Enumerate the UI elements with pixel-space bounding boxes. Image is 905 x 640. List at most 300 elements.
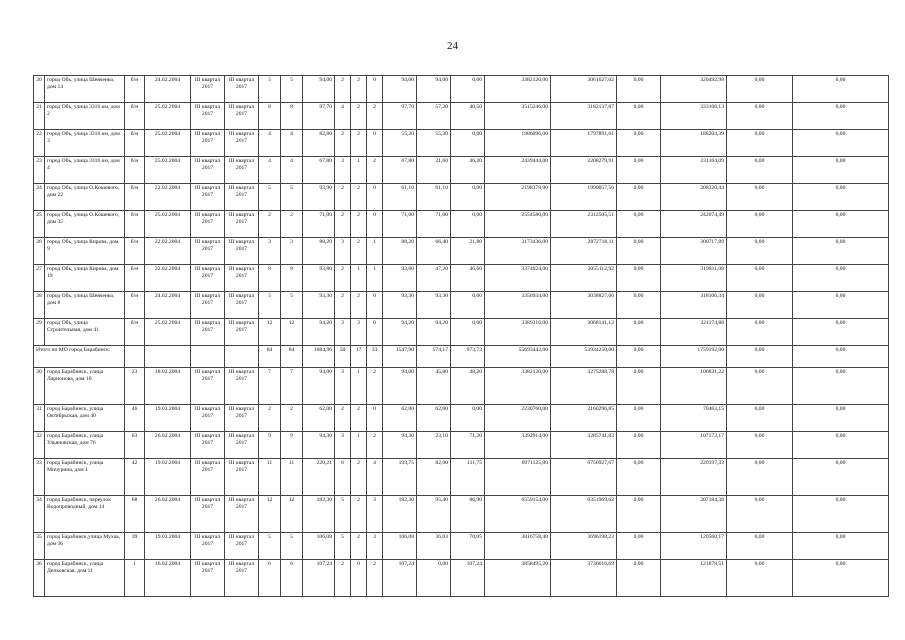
cell-doc: б/н [125,157,145,184]
cell-s6: 0,00 [793,76,889,103]
cell-s5: 0,00 [727,103,793,130]
cell-area: 82,80 [303,130,335,157]
cell-a3: 70,05 [451,533,485,560]
cell-s5: 0,00 [727,459,793,496]
cell-a3: 0,00 [451,76,485,103]
total-area: 1684,96 [303,346,335,368]
table-row [34,496,889,533]
cell-q2: III квартал 2017 [225,319,259,346]
cell-s1: 6971125,00 [485,459,551,496]
cell-area: 88,20 [303,238,335,265]
total-v2: 84 [281,346,303,368]
cell-a2: 36,03 [417,533,451,560]
cell-s5: 0,00 [727,265,793,292]
cell-s2: 3696198,23 [551,533,617,560]
cell-area: 94,00 [303,76,335,103]
cell-s3: 0,00 [617,319,661,346]
cell-a3: 0,00 [451,292,485,319]
cell-q1: III квартал 2017 [191,319,225,346]
cell-p2: 1 [351,265,367,292]
cell-v1: 2 [259,211,281,238]
table-row [34,265,889,292]
cell-s3: 0,00 [617,292,661,319]
cell-v1: 12 [259,496,281,533]
cell-n: 30 [34,368,45,405]
cell-s2: 1990057,56 [551,184,617,211]
total-a3: 973,73 [451,346,485,368]
cell-area: 94,00 [303,368,335,405]
cell-p1: 5 [335,533,351,560]
cell-q1: III квартал 2017 [191,432,225,459]
cell-v1: 9 [259,432,281,459]
cell-q1: III квартал 2017 [191,292,225,319]
cell-s2: 2872718,11 [551,238,617,265]
total-p2: 17 [351,346,367,368]
cell-s5: 0,00 [727,496,793,533]
cell-doc: б/н [125,184,145,211]
cell-s4: 207184,38 [661,496,727,533]
cell-a3: 107,24 [451,560,485,597]
cell-p2: 1 [351,157,367,184]
total-a2: 574,17 [417,346,451,368]
cell-a1: 182,30 [383,496,417,533]
table-row [34,184,889,211]
cell-s4: 220197,33 [661,459,727,496]
cell-doc: 46 [125,405,145,432]
cell-q2: III квартал 2017 [225,459,259,496]
cell-p3: 0 [367,211,383,238]
cell-v1: 5 [259,533,281,560]
cell-p2: 1 [351,368,367,405]
cell-s1: 3374924,00 [485,265,551,292]
cell-date: 24.02.2004 [145,76,191,103]
cell-address: город Обь, улица Кирова, дом 19 [45,265,125,292]
cell-date: 22.02.2004 [145,238,191,265]
cell-s5: 0,00 [727,405,793,432]
cell-s5: 0,00 [727,184,793,211]
cell-q1: III квартал 2017 [191,157,225,184]
cell-address: город Обь, улица Кирова, дом 9 [45,238,125,265]
cell-s4: 320492,98 [661,76,727,103]
cell-a1: 107,24 [383,560,417,597]
cell-area: 182,30 [303,496,335,533]
cell-n: 22 [34,130,45,157]
cell-s2: 3182137,87 [551,103,617,130]
cell-s5: 0,00 [727,76,793,103]
total-p3: 33 [367,346,383,368]
cell-s1: 3515246,00 [485,103,551,130]
cell-address: город Обь, улица О.Кошевого, дом 35 [45,211,125,238]
cell-address: город Обь, улица 3316 км, дом 3 [45,130,125,157]
cell-doc: 23 [125,368,145,405]
cell-n: 33 [34,459,45,496]
cell-s6: 0,00 [793,432,889,459]
cell-s2: 3736616,69 [551,560,617,597]
cell-date: 19.02.2004 [145,459,191,496]
cell-v1: 6 [259,560,281,597]
cell-n: 36 [34,560,45,597]
cell-v2: 4 [281,157,303,184]
cell-q1: III квартал 2017 [191,459,225,496]
total-p1: 50 [335,346,351,368]
cell-q1: III квартал 2017 [191,238,225,265]
cell-s2: 3038827,66 [551,292,617,319]
cell-q1: III квартал 2017 [191,533,225,560]
cell-v2: 12 [281,319,303,346]
total-a1: 1547,90 [383,346,417,368]
cell-v2: 4 [281,130,303,157]
cell-date: 24.02.2004 [145,292,191,319]
cell-address: город Обь, улица О.Кошевого, дом 22 [45,184,125,211]
cell-v1: 4 [259,130,281,157]
cell-p1: 3 [335,238,351,265]
cell-area: 62,00 [303,405,335,432]
cell-s5: 0,00 [727,238,793,265]
cell-s6: 0,00 [793,368,889,405]
cell-n: 25 [34,211,45,238]
cell-s4: 106831,22 [661,368,727,405]
cell-a1: 88,20 [383,238,417,265]
cell-s2: 2208279,91 [551,157,617,184]
cell-s6: 0,00 [793,292,889,319]
cell-a2: 0,00 [417,560,451,597]
cell-v2: 2 [281,405,303,432]
cell-q2: III квартал 2017 [225,496,259,533]
cell-s6: 0,00 [793,496,889,533]
cell-v2: 7 [281,368,303,405]
cell-n: 35 [34,533,45,560]
cell-p2: 3 [351,319,367,346]
cell-date: 25.02.2004 [145,157,191,184]
cell-p1: 3 [335,319,351,346]
cell-doc: б/н [125,211,145,238]
cell-a3: 21,80 [451,238,485,265]
cell-a2: 47,20 [417,265,451,292]
cell-s1: 2198378,00 [485,184,551,211]
cell-p3: 0 [367,184,383,211]
cell-date: 25.02.2004 [145,130,191,157]
cell-n: 21 [34,103,45,130]
cell-s4: 300717,89 [661,238,727,265]
cell-area: 97,70 [303,103,335,130]
table-row [34,103,889,130]
cell-p2: 2 [351,76,367,103]
cell-address: город Барабинск, улица Ульяновская, дом 76 [45,432,125,459]
cell-date: 22.02.2004 [145,184,191,211]
cell-a1: 71,00 [383,211,417,238]
cell-s3: 0,00 [617,211,661,238]
cell-p3: 0 [367,130,383,157]
cell-v1: 11 [259,459,281,496]
cell-q2: III квартал 2017 [225,157,259,184]
cell-s4: 121878,51 [661,560,727,597]
cell-area: 71,00 [303,211,335,238]
cell-n: 31 [34,405,45,432]
cell-doc: 42 [125,459,145,496]
cell-q2: III квартал 2017 [225,184,259,211]
cell-date: 26.02.2004 [145,432,191,459]
cell-a2: 94,20 [417,319,451,346]
cell-a3: 0,00 [451,319,485,346]
cell-v1: 12 [259,319,281,346]
cell-s2: 6351969,62 [551,496,617,533]
cell-q2: III квартал 2017 [225,292,259,319]
cell-v2: 5 [281,533,303,560]
cell-q1: III квартал 2017 [191,211,225,238]
cell-s2: 1797891,61 [551,130,617,157]
cell-s1: 3858495,20 [485,560,551,597]
cell-p2: 2 [351,496,367,533]
cell-s4: 319811,08 [661,265,727,292]
cell-v1: 7 [259,368,281,405]
cell-address: город Барабинск, улица Депковская, дом 11 [45,560,125,597]
cell-a2: 45,80 [417,368,451,405]
cell-area: 106,08 [303,533,335,560]
cell-p1: 2 [335,292,351,319]
cell-s6: 0,00 [793,560,889,597]
cell-s1: 2554580,00 [485,211,551,238]
cell-doc: 63 [125,432,145,459]
cell-p3: 2 [367,560,383,597]
cell-s6: 0,00 [793,157,889,184]
cell-a3: 0,00 [451,211,485,238]
cell-a2: 71,00 [417,211,451,238]
cell-p3: 1 [367,238,383,265]
cell-p2: 1 [351,432,367,459]
cell-s1: 1986096,00 [485,130,551,157]
cell-n: 27 [34,265,45,292]
table-row [34,319,889,346]
table-row [34,238,889,265]
cell-s3: 0,00 [617,459,661,496]
cell-s2: 3275288,78 [551,368,617,405]
cell-p1: 2 [335,211,351,238]
cell-q1: III квартал 2017 [191,560,225,597]
cell-address: город Барабинск, улица Ларионова, дом 10 [45,368,125,405]
cell-a1: 94,00 [383,76,417,103]
cell-v1: 8 [259,265,281,292]
cell-address: город Обь, улица 3316 км, дом 2 [45,103,125,130]
cell-n: 32 [34,432,45,459]
cell-q2: III квартал 2017 [225,211,259,238]
cell-s2: 3068141,12 [551,319,617,346]
cell-doc: б/н [125,76,145,103]
cell-v1: 5 [259,76,281,103]
cell-p2: 0 [351,560,367,597]
total-label: Итого по МО город Барабинск: [34,346,125,368]
cell-p3: 2 [367,368,383,405]
cell-a3: 40,50 [451,103,485,130]
cell-v1: 2 [259,405,281,432]
cell-n: 34 [34,496,45,533]
cell-p3: 2 [367,103,383,130]
cell-q2: III квартал 2017 [225,238,259,265]
cell-s1: 3356934,00 [485,292,551,319]
cell-p2: 2 [351,184,367,211]
cell-q2: III квартал 2017 [225,76,259,103]
cell-address: город Обь, улица 3316 км, дом 4 [45,157,125,184]
cell-date: 25.02.2004 [145,319,191,346]
cell-address: город Обь, улица Строительная, дом 41 [45,319,125,346]
cell-n: 24 [34,184,45,211]
cell-v1: 3 [259,238,281,265]
cell-s6: 0,00 [793,319,889,346]
cell-a2: 93,30 [417,292,451,319]
cell-a2: 57,20 [417,103,451,130]
cell-date: 25.02.2004 [145,211,191,238]
cell-q2: III квартал 2017 [225,130,259,157]
cell-p3: 4 [367,459,383,496]
cell-p3: 3 [367,496,383,533]
cell-address: город Барабинск, улица Мичурина, дом 1 [45,459,125,496]
cell-date: 19.02.2004 [145,405,191,432]
cell-area: 93,80 [303,265,335,292]
cell-n: 23 [34,157,45,184]
cell-s5: 0,00 [727,533,793,560]
cell-s2: 2160296,85 [551,405,617,432]
cell-p1: 4 [335,103,351,130]
cell-s3: 0,00 [617,76,661,103]
cell-a1: 93,30 [383,292,417,319]
cell-n: 20 [34,76,45,103]
cell-v2: 9 [281,432,303,459]
cell-s4: 231164,09 [661,157,727,184]
cell-a1: 94,20 [383,319,417,346]
cell-v2: 2 [281,211,303,238]
cell-p1: 2 [335,560,351,597]
cell-s6: 0,00 [793,265,889,292]
cell-s4: 107172,17 [661,432,727,459]
cell-s4: 70463,15 [661,405,727,432]
cell-s5: 0,00 [727,560,793,597]
cell-a2: 82,00 [417,459,451,496]
cell-s5: 0,00 [727,319,793,346]
cell-a1: 97,70 [383,103,417,130]
cell-s2: 3285741,83 [551,432,617,459]
cell-v2: 5 [281,184,303,211]
cell-date: 16.02.2004 [145,560,191,597]
cell-s6: 0,00 [793,130,889,157]
cell-date: 22.02.2004 [145,265,191,292]
cell-s6: 0,00 [793,459,889,496]
cell-s1: 3392914,00 [485,432,551,459]
cell-p1: 2 [335,130,351,157]
cell-p1: 2 [335,184,351,211]
cell-area: 94,20 [303,319,335,346]
cell-a3: 48,20 [451,368,485,405]
cell-a2: 66,40 [417,238,451,265]
cell-s4: 208320,44 [661,184,727,211]
cell-address: город Барабинск,улица Мухаа, дом 36 [45,533,125,560]
cell-v2: 6 [281,560,303,597]
cell-n: 28 [34,292,45,319]
cell-n: 29 [34,319,45,346]
cell-v1: 5 [259,292,281,319]
table-row [34,533,889,560]
cell-a1: 61,10 [383,184,417,211]
cell-s4: 188204,39 [661,130,727,157]
cell-a2: 55,20 [417,130,451,157]
cell-date: 26.02.2004 [145,496,191,533]
cell-area: 220,21 [303,459,335,496]
cell-p2: 2 [351,292,367,319]
cell-s2: 2312505,51 [551,211,617,238]
cell-v1: 8 [259,103,281,130]
cell-q2: III квартал 2017 [225,560,259,597]
table-row [34,76,889,103]
cell-s3: 0,00 [617,130,661,157]
cell-p2: 2 [351,459,367,496]
cell-doc: 39 [125,533,145,560]
cell-date: 25.02.2004 [145,103,191,130]
cell-a2: 62,00 [417,405,451,432]
table-row [34,459,889,496]
cell-a2: 61,10 [417,184,451,211]
cell-empty [225,346,259,368]
cell-p3: 2 [367,432,383,459]
cell-address: город Барабинск, улица Октябрьская, дом 40 [45,405,125,432]
cell-s3: 0,00 [617,157,661,184]
cell-p2: 2 [351,103,367,130]
cell-p2: 2 [351,130,367,157]
cell-empty [191,346,225,368]
cell-empty [145,346,191,368]
page-number: 24 [447,40,458,52]
table-row [34,211,889,238]
cell-p1: 2 [335,405,351,432]
total-s6: 0,00 [793,346,889,368]
cell-s3: 0,00 [617,265,661,292]
cell-a2: 95,40 [417,496,451,533]
cell-address: город Обь, улица Шевченко, дом 8 [45,292,125,319]
cell-a3: 0,00 [451,405,485,432]
cell-q1: III квартал 2017 [191,368,225,405]
cell-s3: 0,00 [617,405,661,432]
cell-v2: 3 [281,238,303,265]
cell-a3: 46,20 [451,157,485,184]
cell-s1: 2439444,00 [485,157,551,184]
cell-p3: 0 [367,319,383,346]
cell-s1: 3382120,00 [485,368,551,405]
cell-s3: 0,00 [617,533,661,560]
cell-s3: 0,00 [617,368,661,405]
cell-q2: III квартал 2017 [225,265,259,292]
cell-p2: 2 [351,533,367,560]
cell-p1: 3 [335,157,351,184]
cell-p3: 3 [367,533,383,560]
cell-v2: 8 [281,103,303,130]
cell-doc: 68 [125,496,145,533]
cell-s3: 0,00 [617,238,661,265]
cell-a1: 55,20 [383,130,417,157]
cell-s6: 0,00 [793,533,889,560]
table-row [34,368,889,405]
cell-s1: 2230760,00 [485,405,551,432]
cell-empty [125,346,145,368]
cell-date: 19.02.2004 [145,533,191,560]
cell-a1: 67,80 [383,157,417,184]
cell-s5: 0,00 [727,432,793,459]
cell-v1: 5 [259,184,281,211]
cell-s4: 120560,17 [661,533,727,560]
total-s1: 55693442,00 [485,346,551,368]
cell-q1: III квартал 2017 [191,496,225,533]
cell-p3: 2 [367,157,383,184]
table-row [34,157,889,184]
cell-p2: 2 [351,238,367,265]
cell-s2: 3061627,02 [551,76,617,103]
cell-s6: 0,00 [793,103,889,130]
